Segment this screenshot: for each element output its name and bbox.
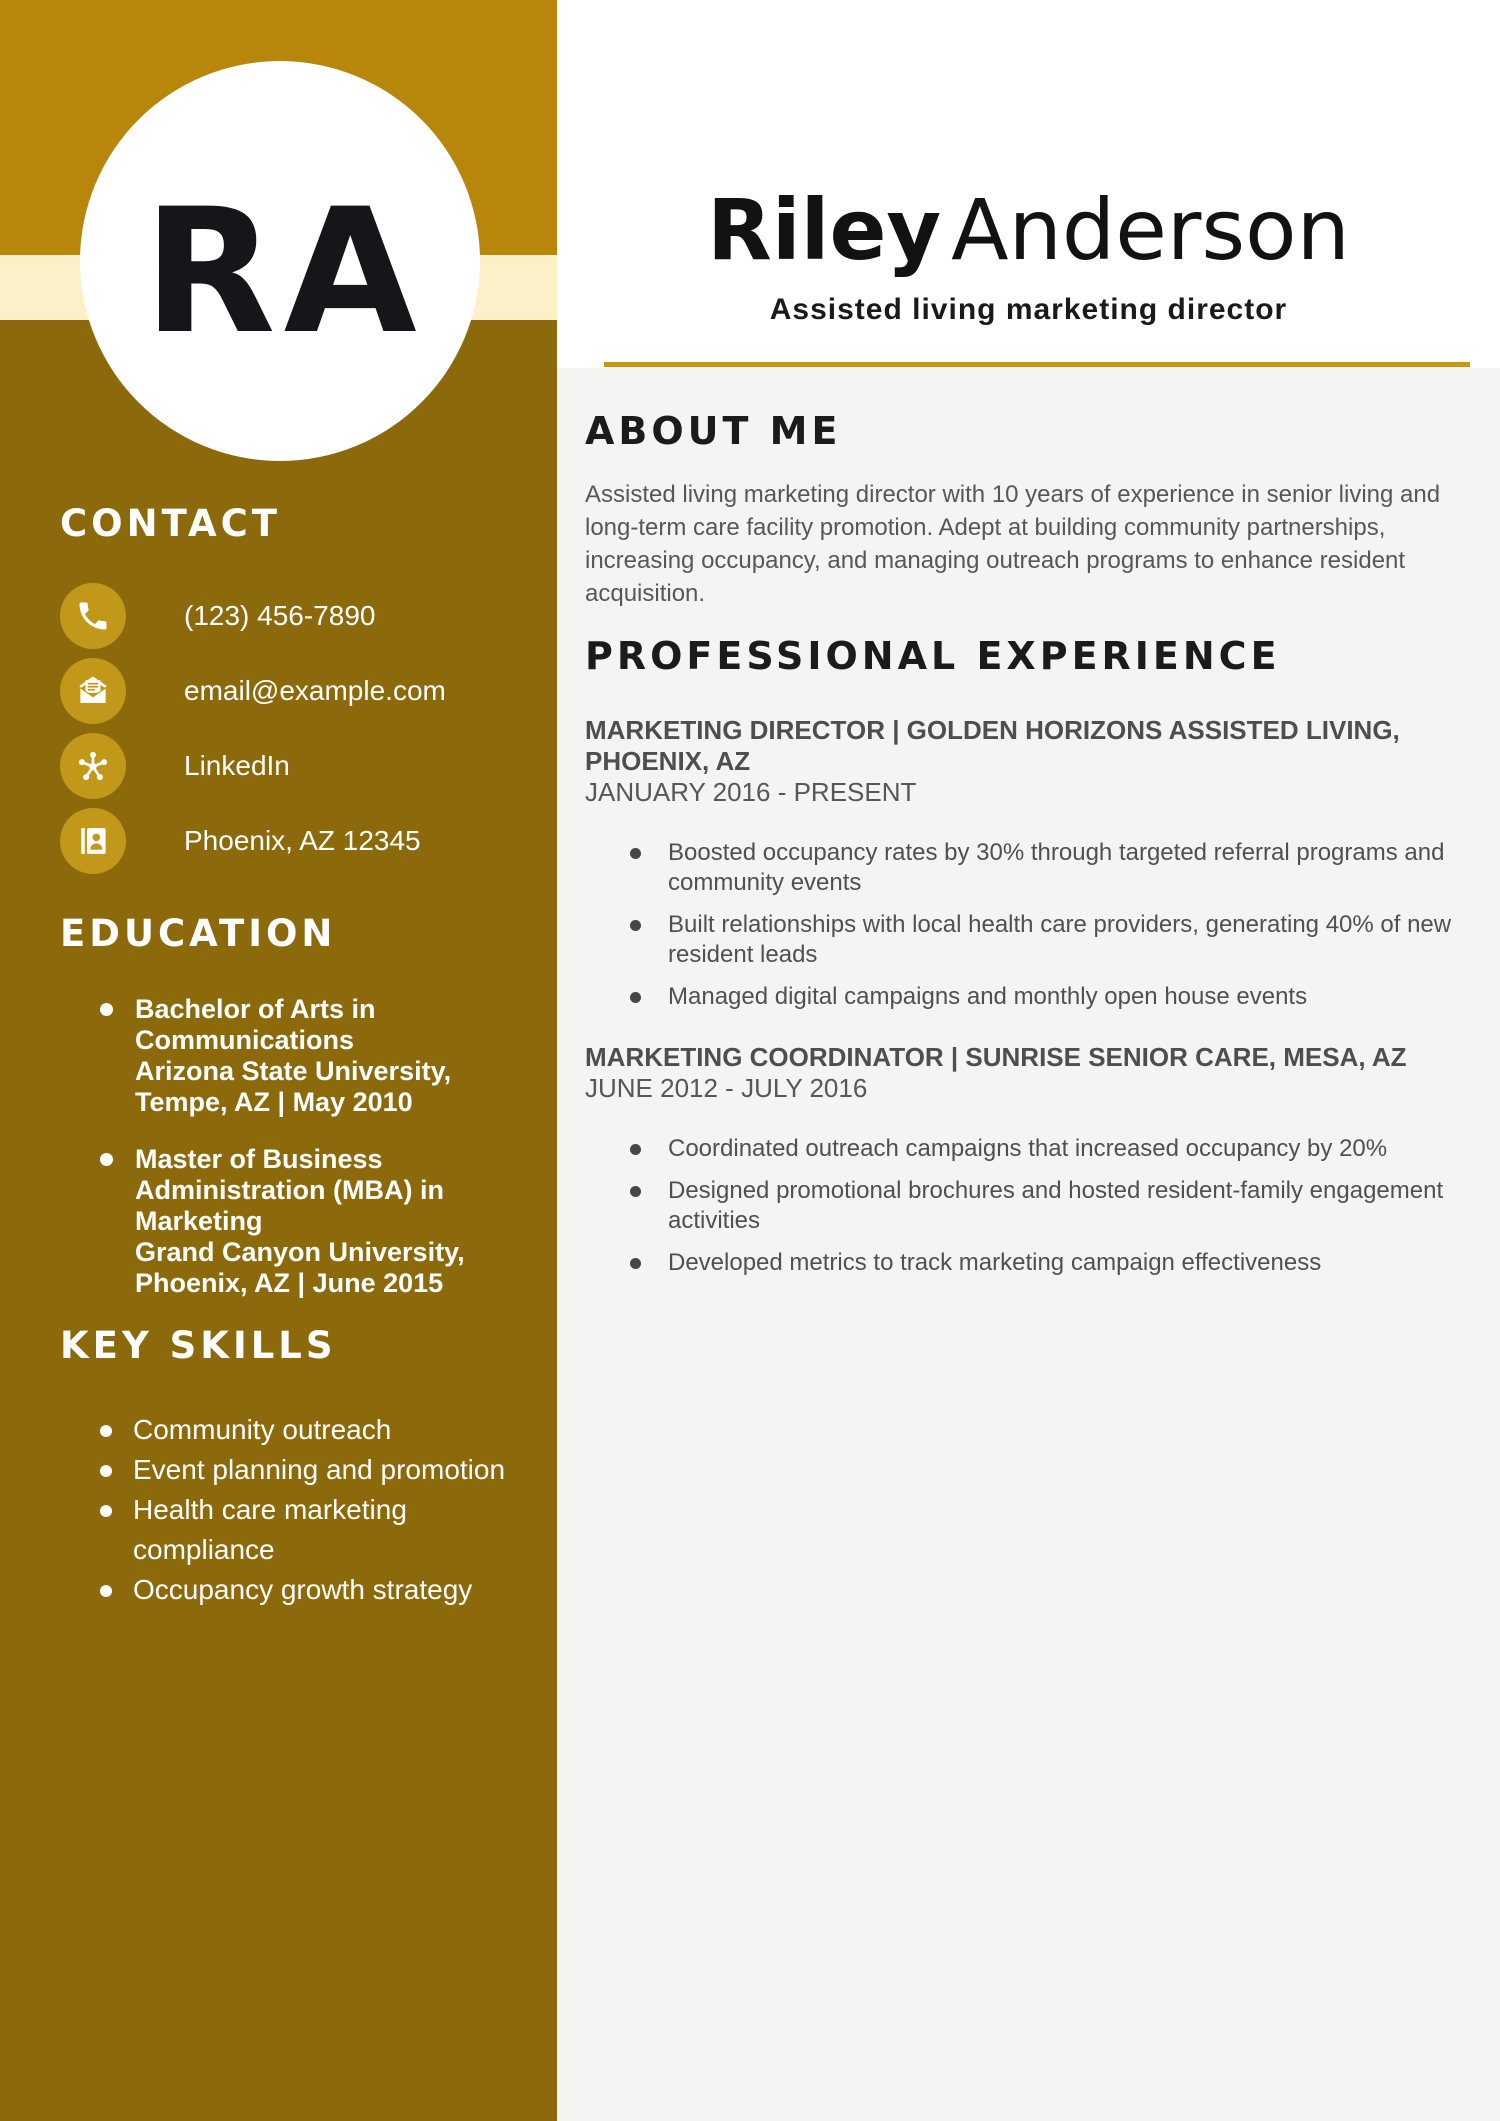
job-title: MARKETING COORDINATOR | SUNRISE SENIOR CARE, MESA, AZ [585, 1042, 1407, 1072]
job-bullet: Managed digital campaigns and monthly open house events [585, 982, 1490, 1012]
education-item [100, 1144, 490, 1299]
experience-heading: PROFESSIONAL EXPERIENCE [585, 634, 1281, 678]
job-bullet: Built relationships with local health care providers, generating 40% of new resident leads [585, 910, 1490, 970]
network-icon [60, 733, 126, 799]
skill-item: Health care marketing compliance [100, 1490, 510, 1570]
contact-item-phone [60, 583, 510, 649]
job-entry [585, 1042, 1475, 1278]
person-name [557, 181, 1500, 279]
education-school: Grand Canyon University, Phoenix, AZ | June 2015 [135, 1237, 465, 1298]
skill-item: Occupancy growth strategy [100, 1570, 510, 1610]
education-item [100, 994, 490, 1118]
main-column [557, 0, 1500, 2121]
contact-item-linkedin [60, 733, 510, 799]
education-heading: EDUCATION [60, 912, 337, 955]
job-entry [585, 715, 1475, 1012]
first-name: Riley [707, 181, 942, 279]
education-list [100, 994, 510, 1299]
email-value: email@example.com [184, 675, 446, 706]
location-value: Phoenix, AZ 12345 [184, 825, 421, 856]
linkedin-value: LinkedIn [184, 750, 290, 781]
contact-item-email [60, 658, 510, 724]
email-icon [60, 658, 126, 724]
gold-divider [604, 362, 1470, 367]
education-school: Arizona State University, Tempe, AZ | May 2010 [135, 1056, 452, 1117]
contact-item-location [60, 808, 510, 874]
contact-section [60, 502, 510, 883]
job-bullet: Developed metrics to track marketing campaign effectiveness [585, 1248, 1490, 1278]
job-bullet: Boosted occupancy rates by 30% through targeted referral programs and community events [585, 838, 1490, 898]
key-skills-list [100, 1410, 510, 1610]
phone-value: (123) 456-7890 [184, 600, 376, 631]
last-name: Anderson [951, 181, 1350, 279]
contact-card-icon [60, 808, 126, 874]
skill-item: Event planning and promotion [100, 1450, 510, 1490]
job-bullet-list [585, 838, 1475, 1012]
contact-heading: CONTACT [60, 502, 281, 545]
about-section [585, 409, 1475, 610]
education-degree: Master of Business Administration (MBA) in Marketing [135, 1144, 444, 1236]
job-bullet: Designed promotional brochures and hosted resident-family engagement activities [585, 1176, 1490, 1236]
contact-items [60, 583, 510, 874]
key-skills-section [60, 1324, 510, 1610]
header [557, 0, 1500, 368]
job-bullet-list [585, 1134, 1475, 1278]
education-section [60, 912, 510, 1325]
job-dates: JANUARY 2016 - PRESENT [585, 777, 917, 807]
job-title: MARKETING DIRECTOR | GOLDEN HORIZONS ASSISTED LIVING, PHOENIX, AZ [585, 715, 1400, 776]
job-bullet: Coordinated outreach campaigns that increased occupancy by 20% [585, 1134, 1490, 1164]
education-degree: Bachelor of Arts in Communications [135, 994, 376, 1055]
avatar [80, 61, 480, 461]
skill-item: Community outreach [100, 1410, 510, 1450]
monogram-initials: RA [143, 171, 425, 372]
person-title: Assisted living marketing director [769, 293, 1288, 326]
phone-icon [60, 583, 126, 649]
key-skills-heading: KEY SKILLS [60, 1324, 337, 1367]
sidebar [0, 0, 557, 2121]
about-text: Assisted living marketing director with 10 years of experience in senior living and long-term care facility promotion. Adept at building community partnerships, increasing occupancy, and managing outreach programs to enhance resident acquisition. [585, 481, 1441, 607]
about-heading: ABOUT ME [585, 409, 842, 453]
job-dates: JUNE 2012 - JULY 2016 [585, 1073, 868, 1103]
experience-section [585, 634, 1475, 1290]
